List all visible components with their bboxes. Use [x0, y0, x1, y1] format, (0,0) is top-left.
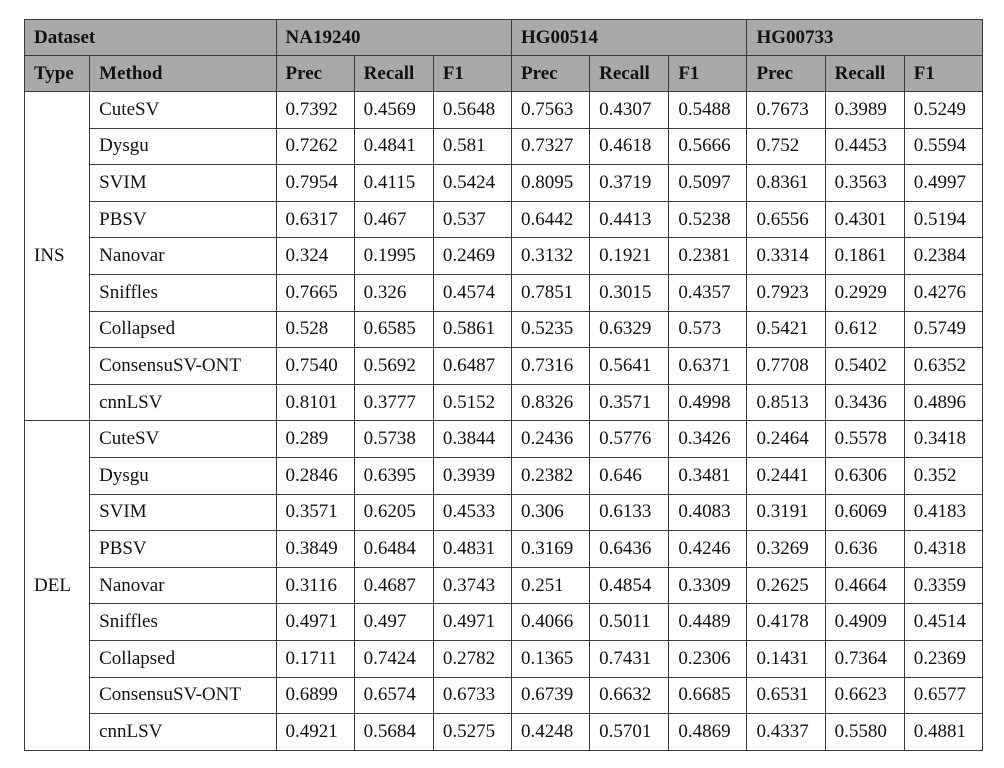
- value-cell: 0.5424: [433, 165, 511, 202]
- value-cell: 0.7392: [276, 92, 354, 129]
- table-row: [25, 677, 983, 714]
- value-cell: 0.6442: [512, 201, 590, 238]
- value-cell: 0.5684: [354, 714, 433, 751]
- table-row: [25, 238, 983, 275]
- value-cell: 0.326: [354, 274, 433, 311]
- value-cell: 0.4687: [354, 567, 433, 604]
- value-cell: 0.6585: [354, 311, 433, 348]
- value-cell: 0.6574: [354, 677, 433, 714]
- value-cell: 0.3571: [590, 384, 669, 421]
- method-cell: ConsensuSV-ONT: [90, 677, 276, 714]
- table-row: [25, 384, 983, 421]
- value-cell: 0.2382: [512, 457, 590, 494]
- value-cell: 0.4301: [825, 201, 904, 238]
- method-cell: SVIM: [90, 494, 276, 531]
- value-cell: 0.4489: [669, 604, 747, 641]
- value-cell: 0.1861: [825, 238, 904, 275]
- method-cell: CuteSV: [90, 92, 276, 129]
- metric-header-recall: Recall: [825, 56, 904, 92]
- table-row: [25, 531, 983, 568]
- value-cell: 0.6733: [433, 677, 511, 714]
- value-cell: 0.5011: [590, 604, 669, 641]
- value-cell: 0.2436: [512, 421, 590, 458]
- method-cell: cnnLSV: [90, 384, 276, 421]
- value-cell: 0.3743: [433, 567, 511, 604]
- value-cell: 0.3116: [276, 567, 354, 604]
- value-cell: 0.1365: [512, 640, 590, 677]
- table-row: [25, 457, 983, 494]
- value-cell: 0.4854: [590, 567, 669, 604]
- value-cell: 0.3849: [276, 531, 354, 568]
- value-cell: 0.3939: [433, 457, 511, 494]
- value-cell: 0.5666: [669, 128, 747, 165]
- metric-header-recall: Recall: [354, 56, 433, 92]
- method-cell: Sniffles: [90, 274, 276, 311]
- value-cell: 0.6623: [825, 677, 904, 714]
- value-cell: 0.4664: [825, 567, 904, 604]
- value-cell: 0.4971: [433, 604, 511, 641]
- value-cell: 0.4831: [433, 531, 511, 568]
- value-cell: 0.636: [825, 531, 904, 568]
- value-cell: 0.4066: [512, 604, 590, 641]
- table-header: [25, 20, 983, 92]
- dataset-name-na19240: NA19240: [276, 20, 511, 56]
- method-cell: PBSV: [90, 201, 276, 238]
- table-row: [25, 165, 983, 202]
- value-cell: 0.3426: [669, 421, 747, 458]
- value-cell: 0.6436: [590, 531, 669, 568]
- value-cell: 0.573: [669, 311, 747, 348]
- value-cell: 0.5097: [669, 165, 747, 202]
- value-cell: 0.4921: [276, 714, 354, 751]
- value-cell: 0.3314: [747, 238, 825, 275]
- table-row: [25, 604, 983, 641]
- value-cell: 0.3191: [747, 494, 825, 531]
- header-row-datasets: [25, 20, 983, 56]
- method-cell: cnnLSV: [90, 714, 276, 751]
- value-cell: 0.4869: [669, 714, 747, 751]
- value-cell: 0.5152: [433, 384, 511, 421]
- value-cell: 0.2441: [747, 457, 825, 494]
- value-cell: 0.6317: [276, 201, 354, 238]
- value-cell: 0.4971: [276, 604, 354, 641]
- value-cell: 0.7364: [825, 640, 904, 677]
- value-cell: 0.4246: [669, 531, 747, 568]
- table-row: [25, 421, 983, 458]
- value-cell: 0.2782: [433, 640, 511, 677]
- header-row-metrics: [25, 56, 983, 92]
- value-cell: 0.1921: [590, 238, 669, 275]
- value-cell: 0.3571: [276, 494, 354, 531]
- method-cell: ConsensuSV-ONT: [90, 348, 276, 385]
- table-row: [25, 567, 983, 604]
- table-row: [25, 128, 983, 165]
- table-row: [25, 640, 983, 677]
- type-header: Type: [25, 56, 90, 92]
- value-cell: 0.537: [433, 201, 511, 238]
- method-cell: PBSV: [90, 531, 276, 568]
- method-cell: CuteSV: [90, 421, 276, 458]
- sv-type-cell: INS: [25, 92, 90, 421]
- value-cell: 0.7708: [747, 348, 825, 385]
- value-cell: 0.6487: [433, 348, 511, 385]
- value-cell: 0.7316: [512, 348, 590, 385]
- metric-header-f1: F1: [904, 56, 982, 92]
- value-cell: 0.8095: [512, 165, 590, 202]
- value-cell: 0.4841: [354, 128, 433, 165]
- value-cell: 0.6556: [747, 201, 825, 238]
- value-cell: 0.4083: [669, 494, 747, 531]
- metric-header-prec: Prec: [512, 56, 590, 92]
- value-cell: 0.7673: [747, 92, 825, 129]
- value-cell: 0.1431: [747, 640, 825, 677]
- value-cell: 0.3132: [512, 238, 590, 275]
- value-cell: 0.2625: [747, 567, 825, 604]
- value-cell: 0.7851: [512, 274, 590, 311]
- value-cell: 0.6306: [825, 457, 904, 494]
- method-cell: Sniffles: [90, 604, 276, 641]
- value-cell: 0.5861: [433, 311, 511, 348]
- value-cell: 0.7327: [512, 128, 590, 165]
- value-cell: 0.3777: [354, 384, 433, 421]
- value-cell: 0.3481: [669, 457, 747, 494]
- value-cell: 0.6739: [512, 677, 590, 714]
- value-cell: 0.4248: [512, 714, 590, 751]
- value-cell: 0.289: [276, 421, 354, 458]
- value-cell: 0.752: [747, 128, 825, 165]
- metric-header-recall: Recall: [590, 56, 669, 92]
- value-cell: 0.6352: [904, 348, 982, 385]
- value-cell: 0.4178: [747, 604, 825, 641]
- value-cell: 0.6329: [590, 311, 669, 348]
- value-cell: 0.2306: [669, 640, 747, 677]
- value-cell: 0.5749: [904, 311, 982, 348]
- value-cell: 0.4307: [590, 92, 669, 129]
- value-cell: 0.3309: [669, 567, 747, 604]
- value-cell: 0.5578: [825, 421, 904, 458]
- value-cell: 0.7431: [590, 640, 669, 677]
- value-cell: 0.7262: [276, 128, 354, 165]
- value-cell: 0.4514: [904, 604, 982, 641]
- value-cell: 0.6133: [590, 494, 669, 531]
- value-cell: 0.7563: [512, 92, 590, 129]
- value-cell: 0.5194: [904, 201, 982, 238]
- value-cell: 0.6577: [904, 677, 982, 714]
- value-cell: 0.7923: [747, 274, 825, 311]
- value-cell: 0.497: [354, 604, 433, 641]
- value-cell: 0.4618: [590, 128, 669, 165]
- value-cell: 0.4574: [433, 274, 511, 311]
- value-cell: 0.5776: [590, 421, 669, 458]
- table-row: [25, 274, 983, 311]
- value-cell: 0.1711: [276, 640, 354, 677]
- value-cell: 0.3269: [747, 531, 825, 568]
- value-cell: 0.4357: [669, 274, 747, 311]
- value-cell: 0.3989: [825, 92, 904, 129]
- value-cell: 0.8101: [276, 384, 354, 421]
- table-row: [25, 494, 983, 531]
- value-cell: 0.4881: [904, 714, 982, 751]
- table-row: [25, 348, 983, 385]
- value-cell: 0.3844: [433, 421, 511, 458]
- value-cell: 0.4413: [590, 201, 669, 238]
- value-cell: 0.7954: [276, 165, 354, 202]
- value-cell: 0.2846: [276, 457, 354, 494]
- metric-header-prec: Prec: [276, 56, 354, 92]
- value-cell: 0.5594: [904, 128, 982, 165]
- value-cell: 0.2369: [904, 640, 982, 677]
- value-cell: 0.251: [512, 567, 590, 604]
- value-cell: 0.8326: [512, 384, 590, 421]
- results-table: [24, 19, 983, 751]
- value-cell: 0.4337: [747, 714, 825, 751]
- value-cell: 0.3418: [904, 421, 982, 458]
- value-cell: 0.6069: [825, 494, 904, 531]
- value-cell: 0.3169: [512, 531, 590, 568]
- value-cell: 0.5249: [904, 92, 982, 129]
- value-cell: 0.4183: [904, 494, 982, 531]
- value-cell: 0.5738: [354, 421, 433, 458]
- value-cell: 0.5238: [669, 201, 747, 238]
- value-cell: 0.5488: [669, 92, 747, 129]
- metric-header-f1: F1: [669, 56, 747, 92]
- value-cell: 0.3563: [825, 165, 904, 202]
- value-cell: 0.4276: [904, 274, 982, 311]
- value-cell: 0.612: [825, 311, 904, 348]
- method-header: Method: [90, 56, 276, 92]
- value-cell: 0.7424: [354, 640, 433, 677]
- value-cell: 0.5580: [825, 714, 904, 751]
- value-cell: 0.4318: [904, 531, 982, 568]
- value-cell: 0.324: [276, 238, 354, 275]
- method-cell: Dysgu: [90, 457, 276, 494]
- value-cell: 0.5648: [433, 92, 511, 129]
- method-cell: Nanovar: [90, 238, 276, 275]
- value-cell: 0.2929: [825, 274, 904, 311]
- value-cell: 0.2464: [747, 421, 825, 458]
- value-cell: 0.6205: [354, 494, 433, 531]
- value-cell: 0.6632: [590, 677, 669, 714]
- value-cell: 0.5421: [747, 311, 825, 348]
- value-cell: 0.2469: [433, 238, 511, 275]
- method-cell: Dysgu: [90, 128, 276, 165]
- value-cell: 0.6899: [276, 677, 354, 714]
- value-cell: 0.6685: [669, 677, 747, 714]
- value-cell: 0.5701: [590, 714, 669, 751]
- table-row: [25, 201, 983, 238]
- table-row: [25, 311, 983, 348]
- dataset-header: Dataset: [25, 20, 277, 56]
- table-body: [25, 92, 983, 751]
- value-cell: 0.581: [433, 128, 511, 165]
- value-cell: 0.6484: [354, 531, 433, 568]
- value-cell: 0.4997: [904, 165, 982, 202]
- value-cell: 0.7540: [276, 348, 354, 385]
- value-cell: 0.5235: [512, 311, 590, 348]
- value-cell: 0.4569: [354, 92, 433, 129]
- sv-type-cell: DEL: [25, 421, 90, 750]
- value-cell: 0.4998: [669, 384, 747, 421]
- value-cell: 0.3359: [904, 567, 982, 604]
- value-cell: 0.8513: [747, 384, 825, 421]
- method-cell: Nanovar: [90, 567, 276, 604]
- value-cell: 0.4896: [904, 384, 982, 421]
- value-cell: 0.3719: [590, 165, 669, 202]
- dataset-name-hg00733: HG00733: [747, 20, 983, 56]
- value-cell: 0.8361: [747, 165, 825, 202]
- value-cell: 0.5692: [354, 348, 433, 385]
- value-cell: 0.5402: [825, 348, 904, 385]
- table-row: [25, 714, 983, 751]
- value-cell: 0.2384: [904, 238, 982, 275]
- value-cell: 0.5641: [590, 348, 669, 385]
- value-cell: 0.3015: [590, 274, 669, 311]
- value-cell: 0.3436: [825, 384, 904, 421]
- value-cell: 0.7665: [276, 274, 354, 311]
- value-cell: 0.4115: [354, 165, 433, 202]
- value-cell: 0.4909: [825, 604, 904, 641]
- value-cell: 0.4453: [825, 128, 904, 165]
- metric-header-prec: Prec: [747, 56, 825, 92]
- table-row: [25, 92, 983, 129]
- value-cell: 0.2381: [669, 238, 747, 275]
- value-cell: 0.528: [276, 311, 354, 348]
- value-cell: 0.646: [590, 457, 669, 494]
- value-cell: 0.4533: [433, 494, 511, 531]
- method-cell: SVIM: [90, 165, 276, 202]
- value-cell: 0.6395: [354, 457, 433, 494]
- value-cell: 0.5275: [433, 714, 511, 751]
- dataset-name-hg00514: HG00514: [512, 20, 747, 56]
- method-cell: Collapsed: [90, 640, 276, 677]
- value-cell: 0.352: [904, 457, 982, 494]
- value-cell: 0.467: [354, 201, 433, 238]
- value-cell: 0.6371: [669, 348, 747, 385]
- metric-header-f1: F1: [433, 56, 511, 92]
- value-cell: 0.1995: [354, 238, 433, 275]
- value-cell: 0.306: [512, 494, 590, 531]
- method-cell: Collapsed: [90, 311, 276, 348]
- value-cell: 0.6531: [747, 677, 825, 714]
